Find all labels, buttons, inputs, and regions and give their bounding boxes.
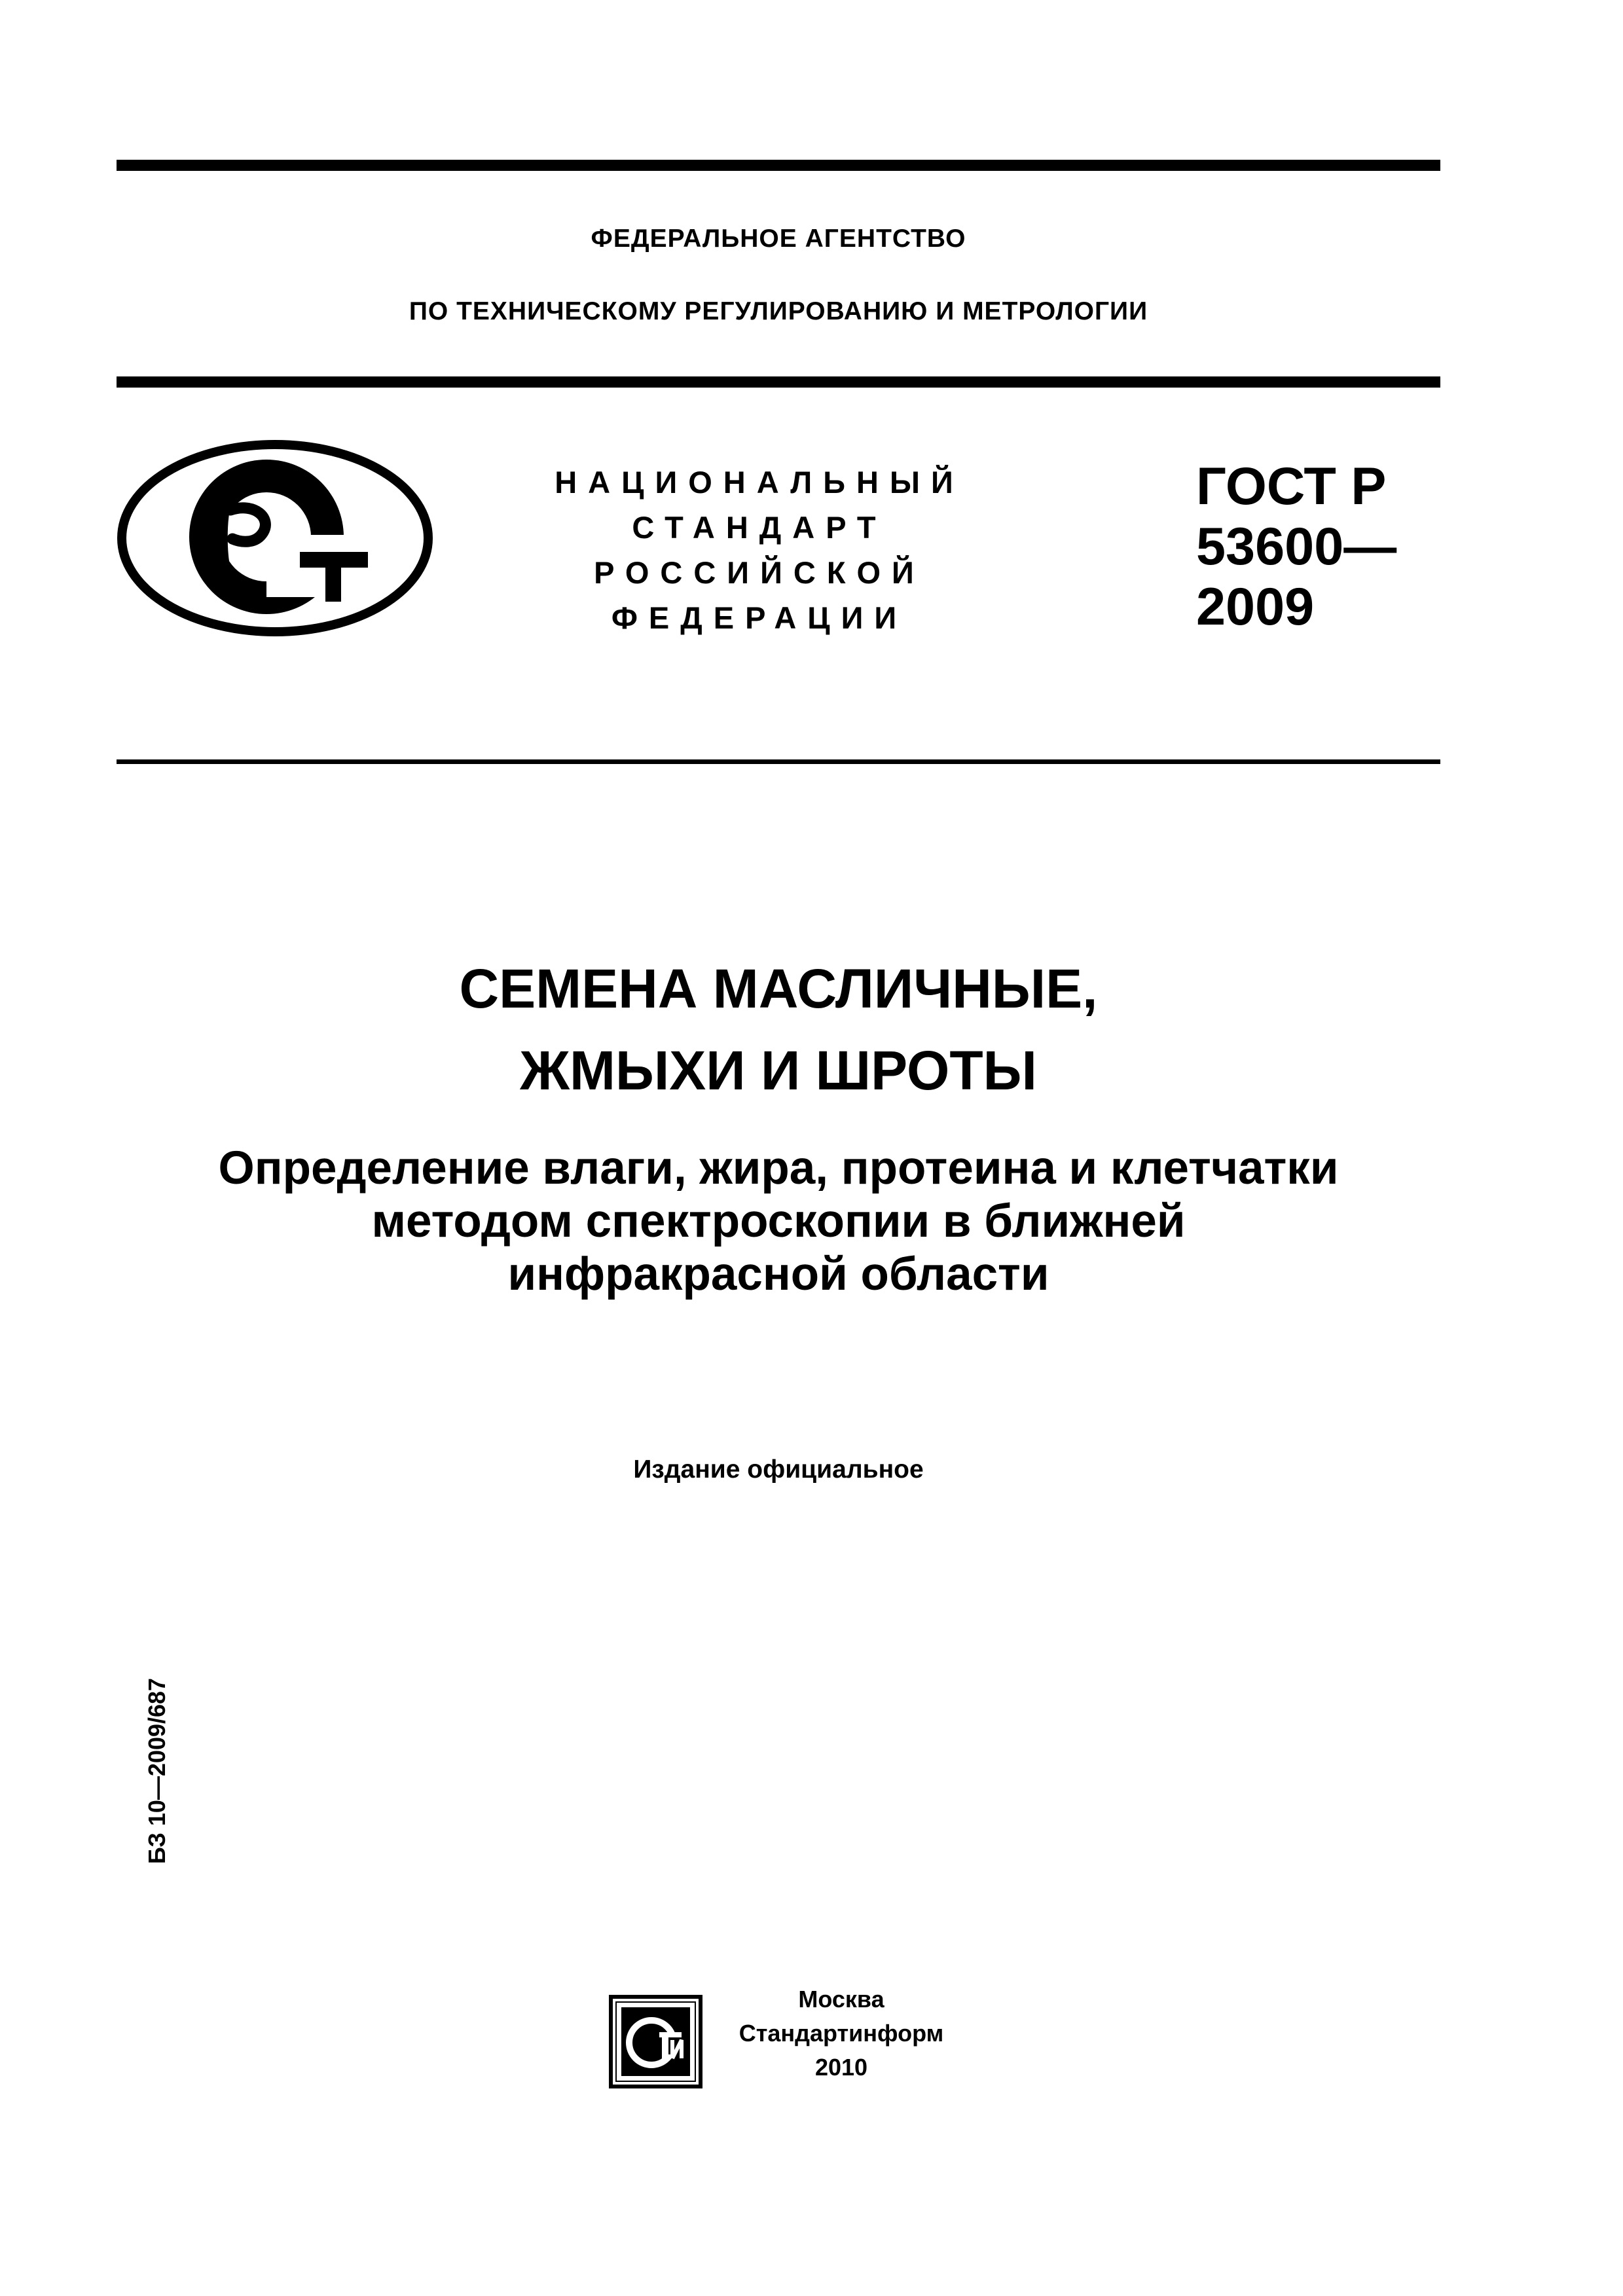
title-line-1: СЕМЕНА МАСЛИЧНЫЕ, (459, 958, 1098, 1019)
publisher-name: Стандартинформ (739, 2020, 944, 2047)
side-code: БЗ 10—2009/687 (143, 1677, 170, 1865)
publisher-city: Москва (798, 1986, 884, 2013)
rst-conformity-mark-icon (115, 437, 435, 643)
gost-line-1: ГОСТ Р (1196, 457, 1387, 516)
gost-line-3: 2009 (1196, 577, 1315, 636)
middle-rule (117, 376, 1440, 388)
agency-line-2: ПО ТЕХНИЧЕСКОМУ РЕГУЛИРОВАНИЮ И МЕТРОЛОГИИ (409, 297, 1148, 325)
document-subtitle (117, 1142, 1440, 1301)
national-standard-line: ФЕДЕРАЦИИ (611, 600, 908, 635)
document-title (117, 948, 1440, 1112)
subtitle-line-1: Определение влаги, жира, протеина и клетчатки (218, 1142, 1339, 1194)
publisher-block (710, 1982, 972, 2085)
national-standard-line: РОССИЙСКОЙ (594, 555, 925, 590)
agency-line-1: ФЕДЕРАЛЬНОЕ АГЕНТСТВО (591, 225, 966, 253)
national-standard-line: СТАНДАРТ (632, 510, 887, 545)
gost-designation (1196, 456, 1396, 637)
subtitle-line-3: инфракрасной области (507, 1248, 1049, 1300)
title-line-2: ЖМЫХИ И ШРОТЫ (520, 1040, 1037, 1101)
publisher-year: 2010 (814, 2054, 868, 2081)
national-standard-line: НАЦИОНАЛЬНЫЙ (555, 465, 964, 500)
header-bottom-rule (117, 759, 1440, 764)
subtitle-line-2: методом спектроскопии в ближней (371, 1195, 1186, 1247)
top-rule (117, 160, 1440, 171)
standartinform-logo-icon (608, 1994, 703, 2092)
gost-line-2: 53600— (1196, 517, 1397, 576)
national-standard-label (498, 460, 1021, 640)
edition-label: Издание официальное (633, 1455, 924, 1484)
